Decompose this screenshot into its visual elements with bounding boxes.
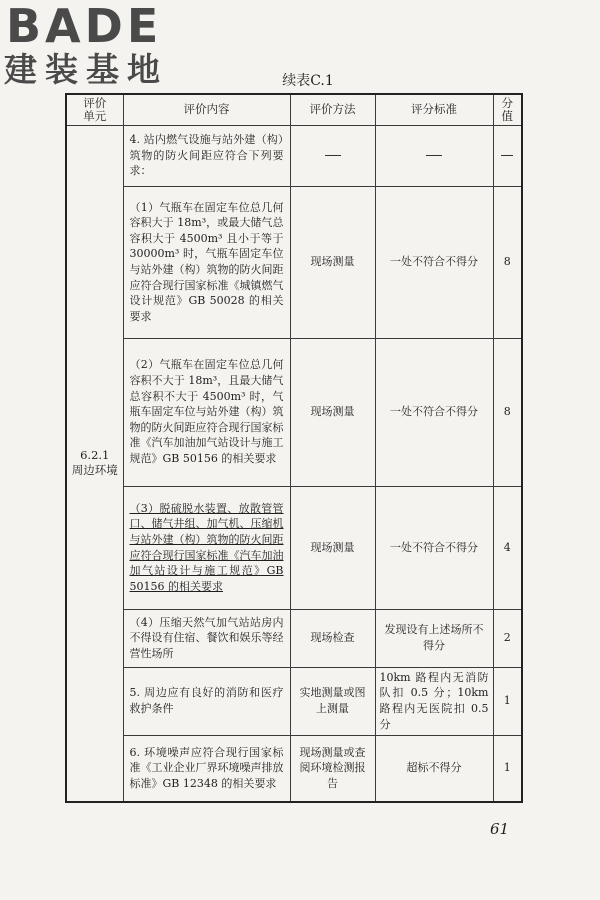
- standard-cell: 一处不符合不得分: [375, 338, 493, 486]
- content-cell: （4）压缩天然气加气站站房内不得设有住宿、餐饮和娱乐等经营性场所: [123, 609, 290, 667]
- standard-cell: 10km 路程内无消防队扣 0.5 分；10km 路程内无医院扣 0.5 分: [375, 667, 493, 735]
- table-title: 续表C.1: [282, 73, 334, 89]
- header-score: 分 值: [493, 94, 522, 125]
- page-number: 61: [490, 820, 510, 838]
- score-cell: 4: [493, 486, 522, 609]
- content-cell: 5. 周边应有良好的消防和医疗救护条件: [123, 667, 290, 735]
- logo-brand: BADE: [6, 0, 163, 53]
- header-content: 评价内容: [123, 94, 290, 125]
- standard-cell: [375, 125, 493, 186]
- unit-cell: 6.2.1 周边环境: [66, 125, 123, 802]
- score-cell: 8: [493, 186, 522, 338]
- content-cell: 6. 环境噪声应符合现行国家标准《工业企业厂界环境噪声排放标准》GB 12348 的相关要求: [123, 735, 290, 802]
- method-cell: 现场检查: [290, 609, 375, 667]
- header-unit: 评价 单元: [66, 94, 123, 125]
- table-row: [66, 486, 522, 609]
- standard-cell: 一处不符合不得分: [375, 186, 493, 338]
- standard-cell: 发现设有上述场所不得分: [375, 609, 493, 667]
- score-cell: 2: [493, 609, 522, 667]
- header-method: 评价方法: [290, 94, 375, 125]
- standard-cell: 一处不符合不得分: [375, 486, 493, 609]
- method-cell: 现场测量: [290, 338, 375, 486]
- score-cell: 8: [493, 338, 522, 486]
- standard-cell: 超标不得分: [375, 735, 493, 802]
- table-row: [66, 735, 522, 802]
- method-cell: 现场测量: [290, 186, 375, 338]
- dash-mark: [426, 155, 442, 156]
- score-cell: 1: [493, 735, 522, 802]
- content-cell: 4. 站内燃气设施与站外建（构）筑物的防火间距应符合下列要求：: [123, 125, 290, 186]
- table-row: [66, 338, 522, 486]
- dash-mark: [325, 155, 341, 156]
- table-row: [66, 125, 522, 186]
- table-row: [66, 667, 522, 735]
- dash-mark: [501, 155, 513, 156]
- header-standard: 评分标准: [375, 94, 493, 125]
- header-row: [66, 94, 522, 125]
- method-cell: 现场测量: [290, 486, 375, 609]
- score-cell: 1: [493, 667, 522, 735]
- score-cell: [493, 125, 522, 186]
- content-cell: （2）气瓶车在固定车位总几何容积不大于 18m³，且最大储气总容积不大于 4500m³ 时，气瓶车固定车位与站外建（构）筑物的防火间距应符合现行国家标准《汽车加油加气站设计与施工规范》GB 50156 的相关要求: [123, 338, 290, 486]
- content-cell: （1）气瓶车在固定车位总几何容积大于 18m³，或最大储气总容积大于 4500m³ 且小于等于 30000m³ 时，气瓶车固定车位与站外建（构）筑物的防火间距应符合现行国家标准《城镇燃气设计规范》GB 50028 的相关要求: [123, 186, 290, 338]
- table-row: [66, 186, 522, 338]
- content-cell: （3）脱硫脱水装置、放散管管口、储气井组、加气机、压缩机与站外建（构）筑物的防火间距应符合现行国家标准《汽车加油加气站设计与施工规范》GB 50156 的相关要求: [123, 486, 290, 609]
- method-cell: 实地测量或图上测量: [290, 667, 375, 735]
- logo-subtitle: 建装基地: [4, 50, 168, 89]
- evaluation-table: [65, 93, 523, 803]
- method-cell: 现场测量或查阅环境检测报告: [290, 735, 375, 802]
- table-row: [66, 609, 522, 667]
- method-cell: [290, 125, 375, 186]
